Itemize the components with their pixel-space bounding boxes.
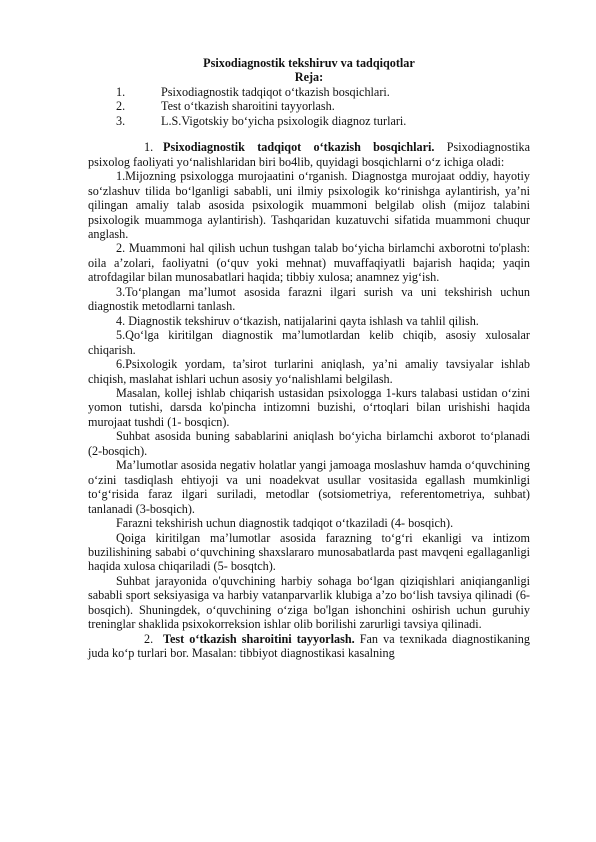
plan-list [88,85,530,128]
plan-item-text: Test o‘tkazish sharoitini tayyorlash. [161,99,335,114]
plan-heading: Reja: [294,70,324,85]
body-paragraph: 1.Mijozning psixologga murojaatini o‘rganish. Diagnostga murojaat oddiy, hayotiy so‘zlashuv tilida bo‘lganligi sababli, uni ilmiy psixologik ko‘rinishga aylantirish, ya’ni qilingan amaliy talab asosida psixologik muammoni belgilab olish (mijoz talabini psixologik muammoga aylantirish). Tashqaridan kuzatuvchi sifatida muammoni chuqur anglash. [88,169,530,241]
section-1-number: 1. [144,140,154,155]
plan-item-text: L.S.Vigotskiy bo‘yicha psixologik diagnoz turlari. [161,113,407,128]
section-2-paragraph [88,632,530,661]
section-1-text: Psixodiagnostika psixolog faoliyati yo‘nalishlaridan biri bo4lib, quyidagi bosqichlarni o‘z ichiga oladi: [88,140,530,169]
body-paragraph: 6.Psixologik yordam, ta’sirot turlarini aniqlash, ya’ni amaliy tavsiyalar ishlab chiqish, maslahat ishlari uchun asosiy yo‘nalishlami belgilash. [88,357,530,386]
body-paragraph: 2. Muammoni hal qilish uchun tushgan talab bo‘yicha birlamchi axborotni to'plash: oila a’zolari, faoliyatni (o‘quv yoki mehnat) muvaffaqiyatli bajarish haqida; yaqin atrofdagilar bilan munosabatlari haqida; tibbiy xulosa; anamnez yig‘ish. [88,241,530,285]
body-paragraph: Qoiga kiritilgan ma’lumotlar asosida farazning to‘g‘ri ekanligi va intizom buzilishining sababi o‘quvchining shaxslararo munosabatlarda past mavqeni egallaganligi haqida xulosa chiqariladi (5- bosqtch). [88,530,530,574]
body-paragraph: Masalan, kollej ishlab chiqarish ustasidan psixologga 1-kurs talabasi ustidan o‘zini yomon tutishi, darsda ko'pincha intizomni buzishi, o‘rtoqlari bilan urishishi haqida murojaat tushdi (1- bosqicn). [88,385,530,429]
section-1-heading: Psixodiagnostik tadqiqot o‘tkazish bosqichlari. [163,140,435,155]
plan-item [88,85,530,99]
section-2-text: Fan va texnikada diagnostikaning juda ko‘p turlari bor. Masalan: tibbiyot diagnostikasi kasalning [88,631,530,661]
section-2-heading: Test o‘tkazish sharoitini tayyorlash. [163,631,355,646]
plan-item [88,99,530,113]
body-paragraph: 4. Diagnostik tekshiruv o‘tkazish, natijalarini qayta ishlash va tahlil qilish. [116,313,479,328]
plan-item [88,114,530,128]
body-paragraph: Suhbat jarayonida o'quvchining harbiy sohaga bo‘lgan qiziqishlari aniqianganligi sababli sport seksiyasiga va harbiy vatanparvarlik klubiga a’zo bo‘lish tavsiya qilinadi (6-bosqich). Shuningdek, o‘quvchining o‘ziga bo'lgan ishonchini oshirish uchun guruhiy treninglar shaklida psixokorreksion ishlar olib borilishi zarurligi tavsiya qilinadi. [88,573,530,632]
plan-item-number: 2. [116,99,126,114]
body-paragraph: 5.Qo‘lga kiritilgan diagnostik ma’lumotlardan kelib chiqib, asosiy xulosalar chiqarish. [88,328,530,357]
section-1-paragraph [88,140,530,169]
document-page [88,56,530,661]
body-paragraph: Suhbat asosida buning sabablarini aniqlash bo‘yicha birlamchi axborot to‘planadi (2-bosqich). [88,429,530,458]
body-paragraph: Ma’lumotlar asosida negativ holatlar yangi jamoaga moslashuv hamda o‘quvchining o‘zini tasdiqlash ehtiyoji va uni noadekvat usullar vositasida egallash mumkinligi to‘g‘risida faraz ilgari suriladi, metodlar (sotsiometriya, referentometriya, suhbat) tanlanadi (3-bosqich). [88,458,530,516]
document-title: Psixodiagnostik tekshiruv va tadqiqotlar [203,56,415,70]
plan-item-text: Psixodiagnostik tadqiqot o‘tkazish bosqichlari. [161,84,390,99]
plan-item-number: 1. [116,84,126,99]
plan-item-number: 3. [116,113,126,128]
body-paragraph: Farazni tekshirish uchun diagnostik tadqiqot o‘tkaziladi (4- bosqich). [116,516,454,531]
body-paragraph: 3.To‘plangan ma’lumot asosida farazni ilgari surish va uni tekshirish uchun diagnostik metodlarni tanlash. [88,284,530,314]
section-2-number: 2. [144,631,154,646]
